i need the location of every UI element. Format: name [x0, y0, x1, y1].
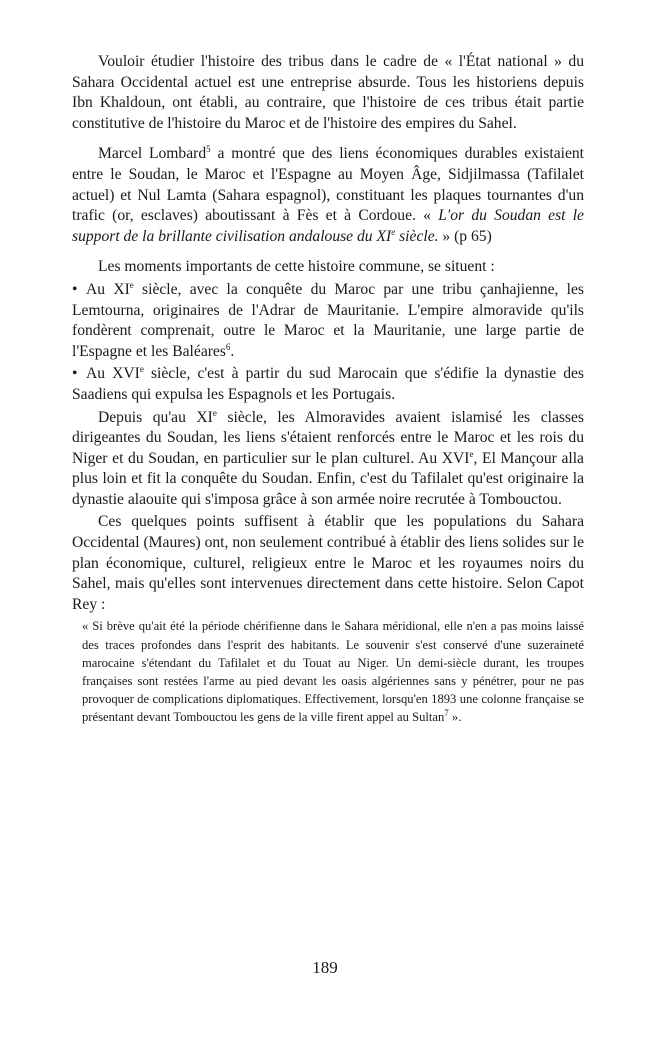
page-body — [72, 52, 584, 726]
text-run: siècle, avec la conquête du Maroc par une tribu çanhajienne, les Lemtourna, originaires de l'Adrar de Mauritanie. L'empire almoravide qu'ils fondèrent comprenait, outre le Maroc et la Mauritanie, une large partie de l'Espagne et les Baléares — [72, 280, 584, 360]
bullet-icon: • — [72, 365, 78, 383]
footnote-ref-7: 7 — [444, 707, 449, 718]
block-quote-capot-rey — [82, 617, 584, 726]
text-run: » (p 65) — [438, 227, 492, 245]
text-run: , El Mançour alla plus loin et fit la conquête du Soudan. Enfin, c'est du Tafilalet qu'est originaire la dynastie alaouite qui s'imposa grâce à son armée noire recrutée à Tombouctou. — [72, 449, 584, 508]
paragraph-intro: Vouloir étudier l'histoire des tribus dans le cadre de « l'État national » du Sahara Occidental actuel est une entreprise absurde. Tous les historiens depuis Ibn Khaldoun, ont établi, au contraire, que l'histoire de ces tribus était partie constitutive de l'histoire du Maroc et de l'histoire des empires du Sahel. — [72, 53, 584, 132]
paragraph-almoravides — [72, 408, 584, 511]
paragraph-moments: Les moments importants de cette histoire commune, se situent : — [98, 258, 495, 276]
text-run: siècle, les Almoravides avaient islamisé les classes dirigeantes du Soudan, les liens s'étaient renforcés entre le Maroc et les rois du Niger et du Soudan, en particulier sur le plan culturel. Au XVI — [72, 408, 584, 467]
footnote-ref-6: 6 — [225, 341, 231, 352]
text-run: « Si brève qu'ait été la période chérifienne dans le Sahara méridional, elle n'en a pas moins laissé des traces profondes dans l'esprit des habitants. Le souvenir s'est conservé d'une suzeraineté marocaine s'étendant du Tafilalet et du Touat au Niger. Un demi-siècle durant, les troupes françaises sont restées l'arme au pied devant les oasis algériennes sans y pénétrer, pour ne pas provoquer de complications diplomatiques. Effectivement, lorsqu'en 1893 une colonne française se présentant devant Tombouctou les gens de la ville firent appel au Sultan — [82, 619, 584, 724]
text-run: Depuis qu'au XI — [98, 408, 213, 426]
italic-quote: L'or du Soudan est le support de la brillante civilisation andalouse du XIe siècle. — [72, 207, 584, 245]
superscript: e — [129, 279, 134, 290]
superscript: e — [391, 226, 396, 237]
text-run: Au XVI — [86, 365, 140, 383]
bullet-item-16th-century — [72, 364, 584, 405]
paragraph-conclusion: Ces quelques points suffisent à établir que les populations du Sahara Occidental (Maures) ont, non seulement contribué à établir des liens solides sur le plan économique, culturel, religieux entre le Maroc et les royaumes noirs du Sahel, mais qu'elles sont intervenues directement dans cette histoire. Selon Capot Rey : — [72, 513, 584, 613]
text-run: . — [230, 342, 235, 360]
superscript: e — [469, 448, 474, 459]
text-run: siècle, c'est à partir du sud Marocain que s'édifie la dynastie des Saadiens qui expulsa les Espagnols et les Portugais. — [72, 365, 584, 403]
page-number: 189 — [312, 958, 338, 977]
bullet-item-11th-century — [72, 280, 584, 362]
text-run: Marcel Lombard — [98, 145, 207, 163]
text-run: ». — [448, 709, 462, 724]
footnote-ref-5: 5 — [206, 144, 211, 155]
superscript: e — [212, 407, 217, 418]
text-run: a montré que des liens économiques durables existaient entre le Soudan, le Maroc et l'Espagne au Moyen Âge, Sidjilmassa (Tafilalet actuel) et Nul Lamta (Sahara espagnol), constituant les plaques tournantes d'un trafic (or, esclaves) aboutissant à Fès et à Cordoue. « — [72, 145, 584, 225]
paragraph-lombard — [72, 144, 584, 247]
text-run: Au XI — [86, 280, 130, 298]
bullet-icon: • — [72, 280, 78, 298]
superscript: e — [139, 364, 144, 375]
